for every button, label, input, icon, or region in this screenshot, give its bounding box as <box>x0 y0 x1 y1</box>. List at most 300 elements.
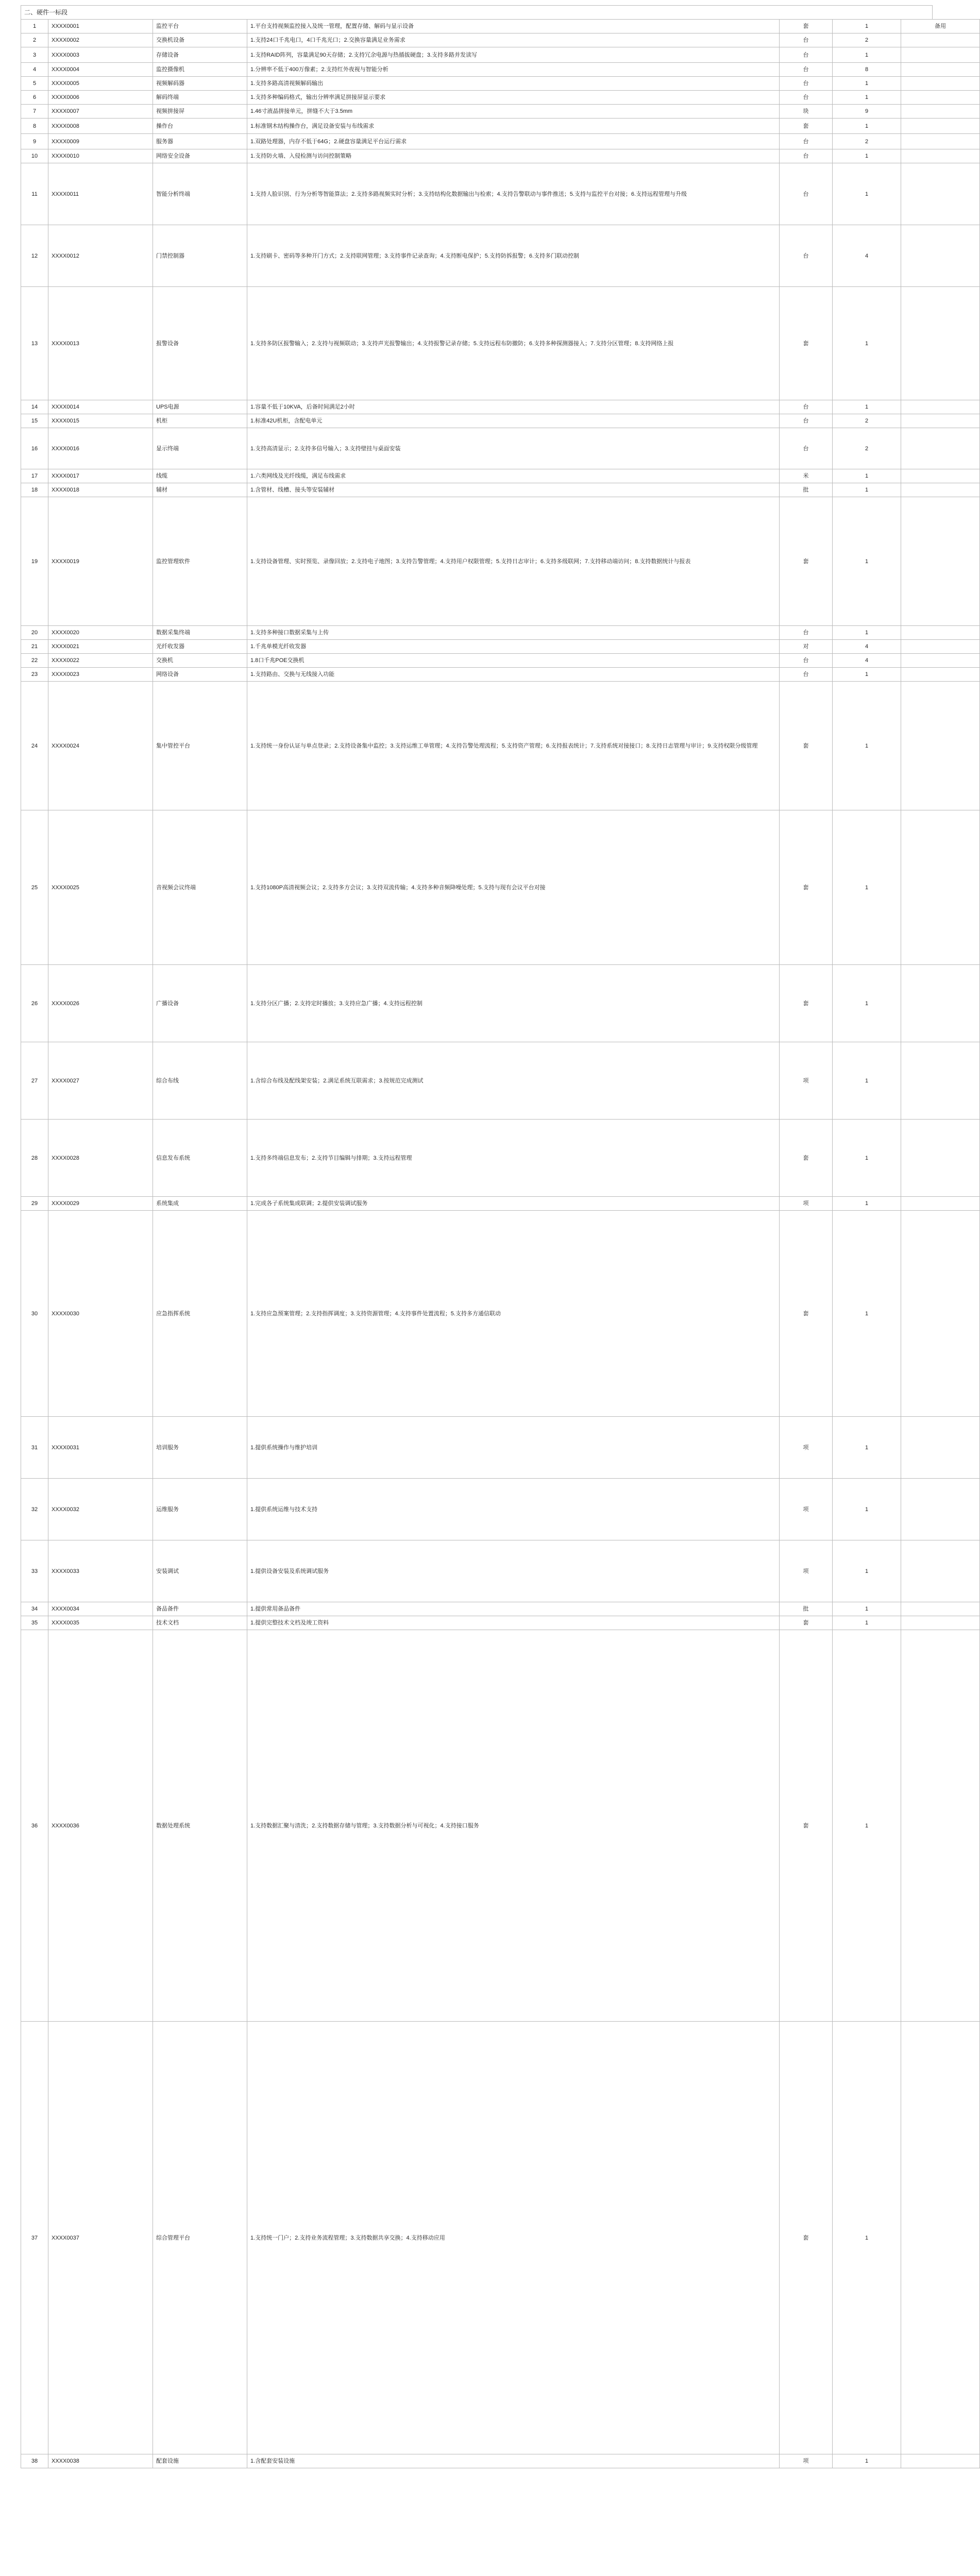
item-spec: 1.46寸液晶拼接单元，拼缝不大于3.5mm <box>247 105 780 118</box>
item-note <box>901 965 980 1042</box>
item-quantity: 1 <box>833 469 901 483</box>
table-row <box>21 2454 980 2468</box>
item-unit: 套 <box>780 682 833 810</box>
item-unit: 项 <box>780 1540 833 1602</box>
item-note <box>901 1616 980 1630</box>
table-row <box>21 63 980 77</box>
row-number: 34 <box>21 1602 48 1616</box>
item-spec: 1.支持防火墙、入侵检测与访问控制策略 <box>247 149 780 163</box>
item-code: XXXX0001 <box>48 20 153 33</box>
spec-table <box>21 19 980 2468</box>
table-row <box>21 1042 980 1120</box>
row-number: 20 <box>21 626 48 640</box>
item-unit: 套 <box>780 2022 833 2454</box>
item-unit: 台 <box>780 149 833 163</box>
row-number: 13 <box>21 287 48 400</box>
item-code: XXXX0014 <box>48 400 153 414</box>
item-quantity: 1 <box>833 163 901 225</box>
item-spec: 1.支持设备管理、实时预览、录像回放；2.支持电子地图；3.支持告警管理；4.支持用户权限管理；5.支持日志审计；6.支持多级联网；7.支持移动端访问；8.支持数据统计与报表 <box>247 497 780 626</box>
item-quantity: 2 <box>833 33 901 47</box>
item-name: 数据采集终端 <box>153 626 247 640</box>
item-spec: 1.支持高清显示；2.支持多信号输入；3.支持壁挂与桌面安装 <box>247 428 780 469</box>
table-row <box>21 1197 980 1211</box>
item-code: XXXX0013 <box>48 287 153 400</box>
section-title: 二、硬件一标段 <box>21 5 933 19</box>
item-name: 网络设备 <box>153 668 247 682</box>
item-name: 机柜 <box>153 414 247 428</box>
table-row <box>21 682 980 810</box>
item-name: 网络安全设备 <box>153 149 247 163</box>
row-number: 24 <box>21 682 48 810</box>
item-note <box>901 47 980 63</box>
item-code: XXXX0015 <box>48 414 153 428</box>
item-quantity: 1 <box>833 1616 901 1630</box>
item-note <box>901 483 980 497</box>
item-code: XXXX0022 <box>48 654 153 668</box>
item-unit: 批 <box>780 483 833 497</box>
item-quantity: 1 <box>833 47 901 63</box>
row-number: 25 <box>21 810 48 965</box>
item-unit: 对 <box>780 640 833 654</box>
row-number: 35 <box>21 1616 48 1630</box>
item-spec: 1.支持数据汇聚与清洗；2.支持数据存储与管理；3.支持数据分析与可视化；4.支持接口服务 <box>247 1630 780 2022</box>
item-code: XXXX0030 <box>48 1211 153 1417</box>
item-name: 广播设备 <box>153 965 247 1042</box>
row-number: 8 <box>21 118 48 134</box>
item-quantity: 1 <box>833 1630 901 2022</box>
item-code: XXXX0032 <box>48 1479 153 1540</box>
item-quantity: 1 <box>833 965 901 1042</box>
item-spec: 1.双路处理器，内存不低于64G；2.硬盘容量满足平台运行需求 <box>247 134 780 149</box>
item-spec: 1.支持应急预案管理；2.支持指挥调度；3.支持资源管理；4.支持事件处置流程；5.支持多方通信联动 <box>247 1211 780 1417</box>
item-unit: 台 <box>780 163 833 225</box>
table-row <box>21 1479 980 1540</box>
table-row <box>21 626 980 640</box>
item-unit: 台 <box>780 400 833 414</box>
item-name: 应急指挥系统 <box>153 1211 247 1417</box>
item-quantity: 1 <box>833 483 901 497</box>
item-note <box>901 163 980 225</box>
row-number: 21 <box>21 640 48 654</box>
item-quantity: 1 <box>833 91 901 105</box>
item-code: XXXX0033 <box>48 1540 153 1602</box>
item-spec: 1.支持多种接口数据采集与上传 <box>247 626 780 640</box>
row-number: 32 <box>21 1479 48 1540</box>
item-note <box>901 497 980 626</box>
table-row <box>21 414 980 428</box>
item-code: XXXX0002 <box>48 33 153 47</box>
item-unit: 台 <box>780 33 833 47</box>
row-number: 14 <box>21 400 48 414</box>
item-spec: 1.千兆单模光纤收发器 <box>247 640 780 654</box>
item-unit: 台 <box>780 668 833 682</box>
item-unit: 米 <box>780 469 833 483</box>
item-name: 服务器 <box>153 134 247 149</box>
row-number: 16 <box>21 428 48 469</box>
item-name: 信息发布系统 <box>153 1120 247 1197</box>
item-spec: 1.含综合布线及配线架安装；2.满足系统互联需求；3.按规范完成测试 <box>247 1042 780 1120</box>
item-note <box>901 1042 980 1120</box>
item-spec: 1.容量不低于10KVA，后备时间满足2小时 <box>247 400 780 414</box>
item-unit: 台 <box>780 91 833 105</box>
item-code: XXXX0035 <box>48 1616 153 1630</box>
item-code: XXXX0027 <box>48 1042 153 1120</box>
table-row <box>21 497 980 626</box>
item-quantity: 9 <box>833 105 901 118</box>
table-row <box>21 47 980 63</box>
item-spec: 1.提供常用备品备件 <box>247 1602 780 1616</box>
item-name: 运维服务 <box>153 1479 247 1540</box>
item-name: 监控平台 <box>153 20 247 33</box>
spec-sheet <box>21 5 946 2468</box>
item-note <box>901 225 980 287</box>
table-row <box>21 33 980 47</box>
item-unit: 台 <box>780 654 833 668</box>
table-row <box>21 654 980 668</box>
item-spec: 1.六类网线及光纤线缆，满足布线需求 <box>247 469 780 483</box>
item-unit: 项 <box>780 1197 833 1211</box>
item-spec: 1.分辨率不低于400万像素；2.支持红外夜视与智能分析 <box>247 63 780 77</box>
item-spec: 1.支持路由、交换与无线接入功能 <box>247 668 780 682</box>
row-number: 33 <box>21 1540 48 1602</box>
item-spec: 1.提供系统操作与维护培训 <box>247 1417 780 1479</box>
item-code: XXXX0038 <box>48 2454 153 2468</box>
row-number: 9 <box>21 134 48 149</box>
item-unit: 套 <box>780 287 833 400</box>
item-name: 监控摄像机 <box>153 63 247 77</box>
row-number: 26 <box>21 965 48 1042</box>
item-spec: 1.支持多路高清视频解码输出 <box>247 77 780 91</box>
table-row <box>21 118 980 134</box>
table-row <box>21 134 980 149</box>
item-spec: 1.支持多终端信息发布；2.支持节目编辑与排期；3.支持远程管理 <box>247 1120 780 1197</box>
item-quantity: 1 <box>833 1197 901 1211</box>
item-spec: 1.提供设备安装及系统调试服务 <box>247 1540 780 1602</box>
item-note <box>901 400 980 414</box>
item-name: 光纤收发器 <box>153 640 247 654</box>
item-spec: 1.支持1080P高清视频会议；2.支持多方会议；3.支持双流传输；4.支持多种音频降噪处理；5.支持与现有会议平台对接 <box>247 810 780 965</box>
item-name: 综合布线 <box>153 1042 247 1120</box>
table-row <box>21 965 980 1042</box>
item-unit: 台 <box>780 626 833 640</box>
item-quantity: 1 <box>833 400 901 414</box>
table-row <box>21 1602 980 1616</box>
item-note <box>901 682 980 810</box>
item-quantity: 8 <box>833 63 901 77</box>
table-row <box>21 810 980 965</box>
item-unit: 台 <box>780 414 833 428</box>
item-quantity: 1 <box>833 1211 901 1417</box>
item-unit: 套 <box>780 1211 833 1417</box>
row-number: 22 <box>21 654 48 668</box>
item-unit: 套 <box>780 965 833 1042</box>
item-quantity: 1 <box>833 497 901 626</box>
row-number: 17 <box>21 469 48 483</box>
table-row <box>21 1540 980 1602</box>
item-name: 视频解码器 <box>153 77 247 91</box>
row-number: 30 <box>21 1211 48 1417</box>
item-quantity: 1 <box>833 1540 901 1602</box>
item-code: XXXX0037 <box>48 2022 153 2454</box>
item-spec: 1.支持RAID阵列，容量满足90天存储；2.支持冗余电源与热插拔硬盘；3.支持多路并发读写 <box>247 47 780 63</box>
item-note <box>901 1417 980 1479</box>
item-quantity: 1 <box>833 149 901 163</box>
item-note <box>901 654 980 668</box>
item-note <box>901 105 980 118</box>
item-name: 交换机 <box>153 654 247 668</box>
item-code: XXXX0021 <box>48 640 153 654</box>
item-name: 智能分析终端 <box>153 163 247 225</box>
item-quantity: 2 <box>833 428 901 469</box>
item-unit: 套 <box>780 810 833 965</box>
item-note <box>901 1120 980 1197</box>
table-row <box>21 149 980 163</box>
item-spec: 1.提供完整技术文档及竣工资料 <box>247 1616 780 1630</box>
item-name: 音视频会议终端 <box>153 810 247 965</box>
table-row <box>21 2022 980 2454</box>
item-code: XXXX0004 <box>48 63 153 77</box>
item-quantity: 1 <box>833 2022 901 2454</box>
item-code: XXXX0017 <box>48 469 153 483</box>
item-note <box>901 91 980 105</box>
item-quantity: 1 <box>833 118 901 134</box>
table-row <box>21 1120 980 1197</box>
item-unit: 套 <box>780 1630 833 2022</box>
item-code: XXXX0026 <box>48 965 153 1042</box>
item-name: 操作台 <box>153 118 247 134</box>
item-quantity: 1 <box>833 682 901 810</box>
table-row <box>21 668 980 682</box>
item-spec: 1.支持统一身份认证与单点登录；2.支持设备集中监控；3.支持运维工单管理；4.支持告警处理流程；5.支持资产管理；6.支持报表统计；7.支持系统对接接口；8.支持日志管理与审计；9.支持权限分级管理 <box>247 682 780 810</box>
row-number: 28 <box>21 1120 48 1197</box>
item-code: XXXX0020 <box>48 626 153 640</box>
item-spec: 1.平台支持视频监控接入及统一管理，配置存储、解码与显示设备 <box>247 20 780 33</box>
item-code: XXXX0024 <box>48 682 153 810</box>
row-number: 19 <box>21 497 48 626</box>
item-note <box>901 63 980 77</box>
item-spec: 1.完成各子系统集成联调；2.提供安装调试服务 <box>247 1197 780 1211</box>
item-unit: 项 <box>780 1417 833 1479</box>
table-row <box>21 1630 980 2022</box>
item-quantity: 4 <box>833 654 901 668</box>
item-unit: 项 <box>780 2454 833 2468</box>
item-note <box>901 149 980 163</box>
item-unit: 套 <box>780 1120 833 1197</box>
item-name: 数据处理系统 <box>153 1630 247 2022</box>
item-name: 备品备件 <box>153 1602 247 1616</box>
table-row <box>21 77 980 91</box>
item-code: XXXX0006 <box>48 91 153 105</box>
item-name: 培训服务 <box>153 1417 247 1479</box>
item-name: 综合管理平台 <box>153 2022 247 2454</box>
item-code: XXXX0028 <box>48 1120 153 1197</box>
item-quantity: 1 <box>833 1042 901 1120</box>
item-note <box>901 33 980 47</box>
item-note <box>901 118 980 134</box>
table-row <box>21 469 980 483</box>
item-note <box>901 2454 980 2468</box>
row-number: 15 <box>21 414 48 428</box>
item-note <box>901 1479 980 1540</box>
item-code: XXXX0018 <box>48 483 153 497</box>
item-name: 线缆 <box>153 469 247 483</box>
table-row <box>21 483 980 497</box>
item-quantity: 4 <box>833 225 901 287</box>
table-row <box>21 1417 980 1479</box>
table-row <box>21 163 980 225</box>
item-note <box>901 810 980 965</box>
table-row <box>21 105 980 118</box>
table-row <box>21 428 980 469</box>
item-name: 安装调试 <box>153 1540 247 1602</box>
item-spec: 1.含管材、线槽、接头等安装辅材 <box>247 483 780 497</box>
item-note: 备用 <box>901 20 980 33</box>
item-code: XXXX0016 <box>48 428 153 469</box>
item-code: XXXX0036 <box>48 1630 153 2022</box>
item-spec: 1.标准钢木结构操作台，满足设备安装与布线需求 <box>247 118 780 134</box>
row-number: 7 <box>21 105 48 118</box>
item-code: XXXX0029 <box>48 1197 153 1211</box>
item-code: XXXX0019 <box>48 497 153 626</box>
item-note <box>901 1540 980 1602</box>
item-name: 交换机设备 <box>153 33 247 47</box>
item-unit: 项 <box>780 1479 833 1540</box>
item-name: 集中管控平台 <box>153 682 247 810</box>
item-code: XXXX0010 <box>48 149 153 163</box>
row-number: 6 <box>21 91 48 105</box>
item-note <box>901 1630 980 2022</box>
item-quantity: 1 <box>833 77 901 91</box>
row-number: 4 <box>21 63 48 77</box>
row-number: 12 <box>21 225 48 287</box>
row-number: 37 <box>21 2022 48 2454</box>
item-quantity: 1 <box>833 810 901 965</box>
item-unit: 台 <box>780 77 833 91</box>
table-row <box>21 1616 980 1630</box>
item-name: UPS电源 <box>153 400 247 414</box>
item-note <box>901 626 980 640</box>
item-code: XXXX0012 <box>48 225 153 287</box>
item-quantity: 1 <box>833 626 901 640</box>
item-quantity: 1 <box>833 1417 901 1479</box>
item-code: XXXX0003 <box>48 47 153 63</box>
item-name: 配套设施 <box>153 2454 247 2468</box>
item-note <box>901 1602 980 1616</box>
row-number: 38 <box>21 2454 48 2468</box>
item-spec: 1.标准42U机柜，含配电单元 <box>247 414 780 428</box>
item-code: XXXX0025 <box>48 810 153 965</box>
item-note <box>901 287 980 400</box>
item-spec: 1.含配套安装设施 <box>247 2454 780 2468</box>
item-quantity: 1 <box>833 1602 901 1616</box>
item-spec: 1.支持分区广播；2.支持定时播放；3.支持应急广播；4.支持远程控制 <box>247 965 780 1042</box>
row-number: 36 <box>21 1630 48 2022</box>
item-unit: 批 <box>780 1602 833 1616</box>
item-quantity: 1 <box>833 2454 901 2468</box>
item-note <box>901 77 980 91</box>
item-spec: 1.支持24口千兆电口，4口千兆光口；2.交换容量满足业务需求 <box>247 33 780 47</box>
item-spec: 1.提供系统运维与技术支持 <box>247 1479 780 1540</box>
item-spec: 1.支持多防区报警输入；2.支持与视频联动；3.支持声光报警输出；4.支持报警记录存储；5.支持远程布防撤防；6.支持多种探测器接入；7.支持分区管理；8.支持网络上报 <box>247 287 780 400</box>
item-name: 解码终端 <box>153 91 247 105</box>
item-unit: 台 <box>780 134 833 149</box>
item-unit: 套 <box>780 118 833 134</box>
table-row <box>21 287 980 400</box>
row-number: 29 <box>21 1197 48 1211</box>
item-name: 报警设备 <box>153 287 247 400</box>
row-number: 1 <box>21 20 48 33</box>
item-code: XXXX0031 <box>48 1417 153 1479</box>
item-spec: 1.支持刷卡、密码等多种开门方式；2.支持联网管理；3.支持事件记录查询；4.支持断电保护；5.支持防拆报警；6.支持多门联动控制 <box>247 225 780 287</box>
item-note <box>901 668 980 682</box>
table-row <box>21 1211 980 1417</box>
row-number: 18 <box>21 483 48 497</box>
item-unit: 套 <box>780 497 833 626</box>
item-quantity: 1 <box>833 668 901 682</box>
item-code: XXXX0034 <box>48 1602 153 1616</box>
table-row <box>21 91 980 105</box>
item-note <box>901 134 980 149</box>
item-quantity: 2 <box>833 134 901 149</box>
item-unit: 套 <box>780 1616 833 1630</box>
item-name: 辅材 <box>153 483 247 497</box>
row-number: 27 <box>21 1042 48 1120</box>
row-number: 23 <box>21 668 48 682</box>
row-number: 10 <box>21 149 48 163</box>
item-note <box>901 2022 980 2454</box>
row-number: 31 <box>21 1417 48 1479</box>
item-code: XXXX0007 <box>48 105 153 118</box>
item-note <box>901 428 980 469</box>
item-code: XXXX0011 <box>48 163 153 225</box>
item-name: 技术文档 <box>153 1616 247 1630</box>
row-number: 2 <box>21 33 48 47</box>
item-name: 视频拼接屏 <box>153 105 247 118</box>
item-unit: 块 <box>780 105 833 118</box>
row-number: 5 <box>21 77 48 91</box>
item-quantity: 1 <box>833 1120 901 1197</box>
item-code: XXXX0023 <box>48 668 153 682</box>
item-note <box>901 414 980 428</box>
item-note <box>901 469 980 483</box>
item-unit: 套 <box>780 20 833 33</box>
item-quantity: 2 <box>833 414 901 428</box>
item-unit: 台 <box>780 225 833 287</box>
item-unit: 台 <box>780 47 833 63</box>
item-unit: 台 <box>780 428 833 469</box>
item-name: 门禁控制器 <box>153 225 247 287</box>
item-note <box>901 1197 980 1211</box>
item-spec: 1.8口千兆POE交换机 <box>247 654 780 668</box>
item-quantity: 1 <box>833 1479 901 1540</box>
item-name: 存储设备 <box>153 47 247 63</box>
item-code: XXXX0008 <box>48 118 153 134</box>
table-row <box>21 640 980 654</box>
row-number: 3 <box>21 47 48 63</box>
item-code: XXXX0009 <box>48 134 153 149</box>
item-code: XXXX0005 <box>48 77 153 91</box>
item-spec: 1.支持统一门户；2.支持业务流程管理；3.支持数据共享交换；4.支持移动应用 <box>247 2022 780 2454</box>
item-spec: 1.支持人脸识别、行为分析等智能算法；2.支持多路视频实时分析；3.支持结构化数据输出与检索；4.支持告警联动与事件推送；5.支持与监控平台对接；6.支持远程管理与升级 <box>247 163 780 225</box>
row-number: 11 <box>21 163 48 225</box>
table-row <box>21 400 980 414</box>
item-quantity: 1 <box>833 287 901 400</box>
item-name: 监控管理软件 <box>153 497 247 626</box>
item-spec: 1.支持多种编码格式，输出分辨率满足拼接屏显示要求 <box>247 91 780 105</box>
item-name: 系统集成 <box>153 1197 247 1211</box>
item-unit: 台 <box>780 63 833 77</box>
item-quantity: 1 <box>833 20 901 33</box>
